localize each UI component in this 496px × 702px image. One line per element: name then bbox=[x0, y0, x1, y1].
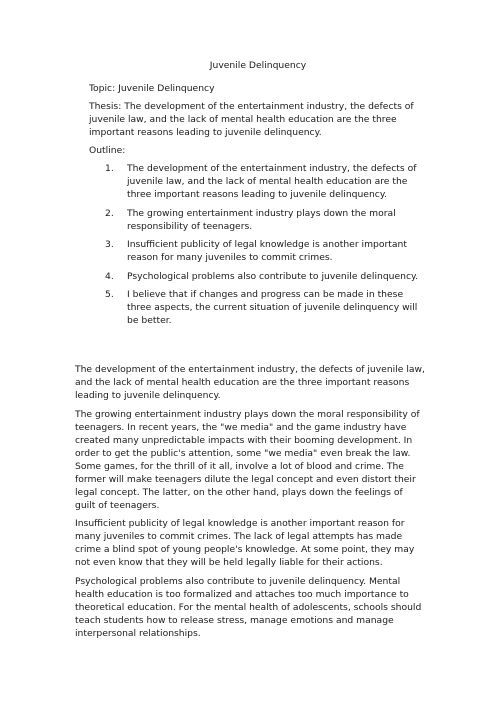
body-paragraph: Insufficient publicity of legal knowledge is another important reason for many juveniles to commit crimes. The lack of legal attempts has made crime a blind spot of young people's knowledge. At some point, they may not even know that they will be held legally liable for their actions. bbox=[75, 518, 415, 568]
outline-item bbox=[89, 270, 429, 283]
outline-item bbox=[89, 162, 429, 201]
outline-item-text: Psychological problems also contribute to juvenile delinquency. bbox=[127, 270, 419, 282]
outline-section bbox=[89, 82, 429, 333]
outline-item bbox=[89, 288, 429, 327]
body-paragraph: The growing entertainment industry plays down the moral responsibility of teenagers. In recent years, the "we media" and the game industry have created many unpredictable impacts with their booming development. In order to get the public's attention, some "we media" even break the law. Some games, for the thrill of it all, involve a lot of blood and crime. The former will make teenagers dilute the legal concept and even distort their legal concept. The latter, on the other hand, plays down the feelings of guilt of teenagers. bbox=[75, 408, 420, 511]
essay-body bbox=[75, 363, 425, 645]
outline-list bbox=[89, 162, 429, 327]
outline-item-text: The development of the entertainment industry, the defects of juvenile law, and the lack of mental health education are the three important reasons leading to juvenile delinquency. bbox=[127, 163, 417, 200]
outline-item bbox=[89, 238, 429, 264]
outline-item bbox=[89, 207, 429, 233]
thesis-statement: Thesis: The development of the entertainment industry, the defects of juvenile law, and the lack of mental health education are the three important reasons leading to juvenile delinquency. bbox=[89, 101, 414, 138]
outline-heading: Outline: bbox=[89, 145, 126, 156]
body-paragraph: Psychological problems also contribute to juvenile delinquency. Mental health education is too formalized and attaches too much importance to theoretical education. For the mental health of adolescents, schools should teach students how to release stress, manage emotions and manage interpersonal relationships. bbox=[75, 575, 422, 639]
body-paragraph: The development of the entertainment industry, the defects of juvenile law, and the lack of mental health education are the three important reasons leading to juvenile delinquency. bbox=[75, 364, 425, 401]
outline-item-number: 4. bbox=[105, 270, 114, 282]
outline-item-text: Insufficient publicity of legal knowledge is another important reason for many juveniles to commit crimes. bbox=[127, 239, 407, 263]
outline-item-text: I believe that if changes and progress can be made in these three aspects, the current situation of juvenile delinquency will be better. bbox=[127, 289, 418, 326]
topic-line: Topic: Juvenile Delinquency bbox=[89, 83, 215, 94]
outline-item-number: 3. bbox=[105, 239, 114, 250]
outline-item-text: The growing entertainment industry plays down the moral responsibility of teenagers. bbox=[127, 207, 396, 232]
document-title: Juvenile Delinquency bbox=[209, 60, 307, 71]
outline-item-number: 5. bbox=[105, 289, 114, 300]
outline-item-number: 2. bbox=[105, 207, 114, 219]
outline-item-number: 1. bbox=[105, 163, 114, 174]
